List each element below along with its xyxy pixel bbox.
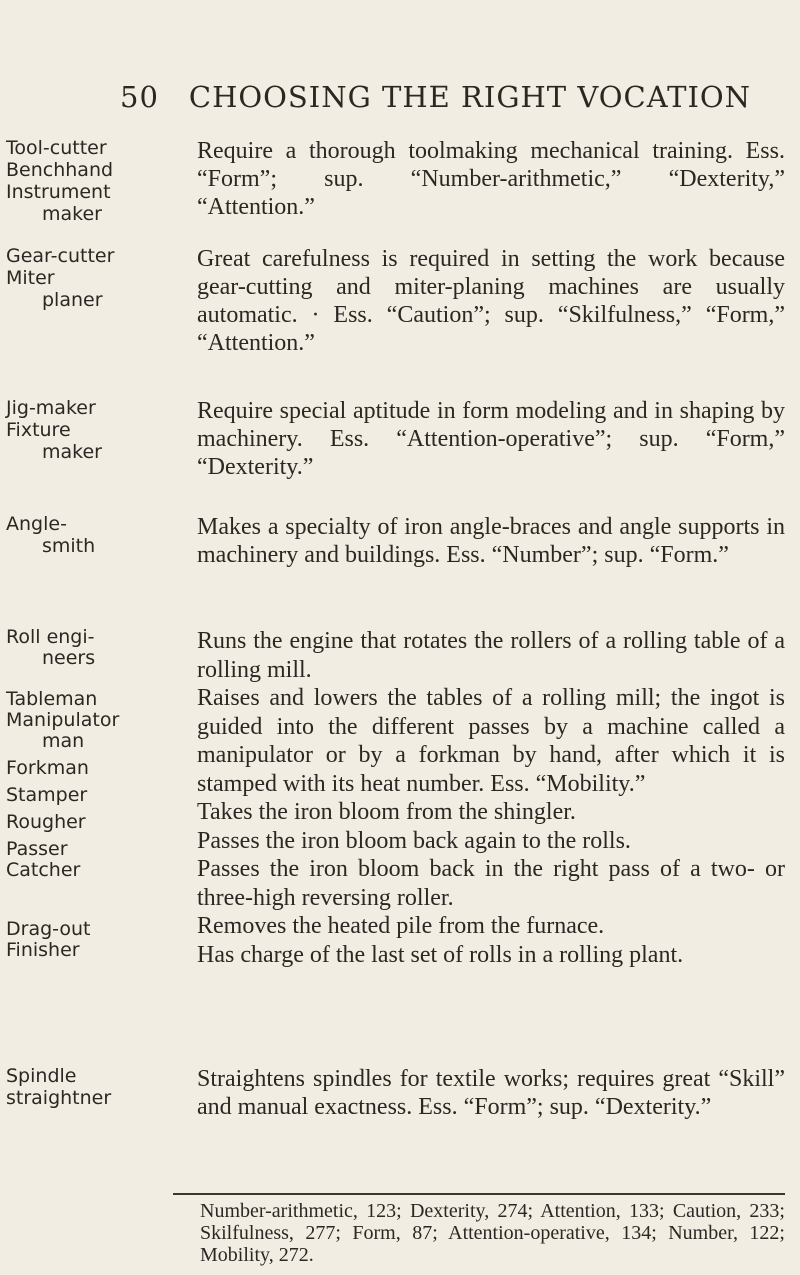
margin-term: maker (42, 441, 102, 463)
running-head (120, 80, 751, 114)
paragraph: Makes a specialty of iron angle-braces and angle supports in machinery and buildings. Ess. “Number”; sup. “Form.” (197, 514, 785, 568)
footnote: Number-arithmetic, 123; Dexterity, 274; Attention, 133; Caution, 233; Skilfulness, 277; Form, 87; Attention-operative, 134; Number, 122; Mobility, 272. (200, 1200, 785, 1266)
entry-text (173, 137, 785, 221)
margin-term: Jig-maker (6, 397, 96, 419)
margin-term: Catcher (6, 859, 81, 881)
margin-term: Forkman (6, 757, 89, 779)
margin-term: Tool-cutter (6, 137, 107, 159)
margin-terms (6, 1065, 136, 1109)
paragraph: Takes the iron bloom from the shingler. (197, 799, 576, 825)
margin-terms (6, 137, 136, 225)
paragraph: Require special aptitude in form modeling and in shaping by machinery. Ess. “Attention-operative”; sup. “Form,” “Dexterity.” (197, 398, 785, 480)
margin-term: Tableman (6, 688, 98, 710)
page-number: 50 (120, 80, 159, 114)
margin-term: Angle- (6, 513, 67, 535)
entry-text (173, 245, 785, 357)
margin-terms (6, 513, 136, 557)
margin-term: straightner (6, 1087, 112, 1109)
margin-terms (6, 245, 136, 311)
margin-term: Drag-out (6, 918, 91, 940)
margin-term: Instrument (6, 181, 111, 203)
paragraph: Passes the iron bloom back in the right pass of a two- or three-high reversing roller. (197, 856, 785, 911)
paragraph: Straightens spindles for textile works; requires great “Skill” and manual exactness. Ess. “Form”; sup. “Dexterity.” (197, 1066, 785, 1120)
margin-term: maker (42, 203, 102, 225)
paragraph: Require a thorough toolmaking mechanical training. Ess. “Form”; sup. “Number-arithmetic,” “Dexterity,” “Attention.” (197, 138, 785, 220)
margin-term: planer (42, 289, 103, 311)
margin-term: Fixture (6, 419, 71, 441)
paragraph: Removes the heated pile from the furnace. (197, 913, 605, 939)
margin-term: Finisher (6, 939, 80, 961)
margin-term: Miter (6, 267, 55, 289)
paragraph: Great carefulness is required in setting the work because gear-cutting and miter-planing machines are usually automatic. · Ess. “Caution”; sup. “Skilfulness,” “Form,” “Attention.” (197, 246, 785, 356)
margin-term: smith (42, 535, 96, 557)
margin-terms (6, 627, 136, 961)
margin-term: neers (42, 647, 96, 669)
entry-text (173, 1065, 785, 1121)
entry-text (173, 397, 785, 481)
margin-term: Gear-cutter (6, 245, 115, 267)
margin-term: Benchhand (6, 159, 114, 181)
paragraph: Runs the engine that rotates the rollers of a rolling table of a rolling mill. (197, 628, 785, 683)
margin-term: Manipulator (6, 709, 120, 731)
paragraph: Passes the iron bloom back again to the rolls. (197, 827, 631, 854)
margin-term: Rougher (6, 811, 86, 833)
margin-term: Spindle (6, 1065, 77, 1087)
margin-terms (6, 397, 136, 463)
margin-term: Stamper (6, 784, 88, 806)
margin-term: Roll engi- (6, 626, 95, 648)
footnote-rule (173, 1193, 785, 1195)
margin-term: man (42, 730, 85, 752)
running-title: CHOOSING THE RIGHT VOCATION (188, 80, 752, 114)
margin-term: Passer (6, 838, 68, 860)
paragraph: Raises and lowers the tables of a rolling mill; the ingot is guided into the different passes by a machine called a manipulator or by a forkman by hand, after which it is stamped with its heat number. Ess. “Mobility.” (197, 685, 785, 797)
entry-text (173, 513, 785, 569)
entry-text (173, 627, 785, 969)
paragraph: Has charge of the last set of rolls in a rolling plant. (197, 941, 684, 968)
